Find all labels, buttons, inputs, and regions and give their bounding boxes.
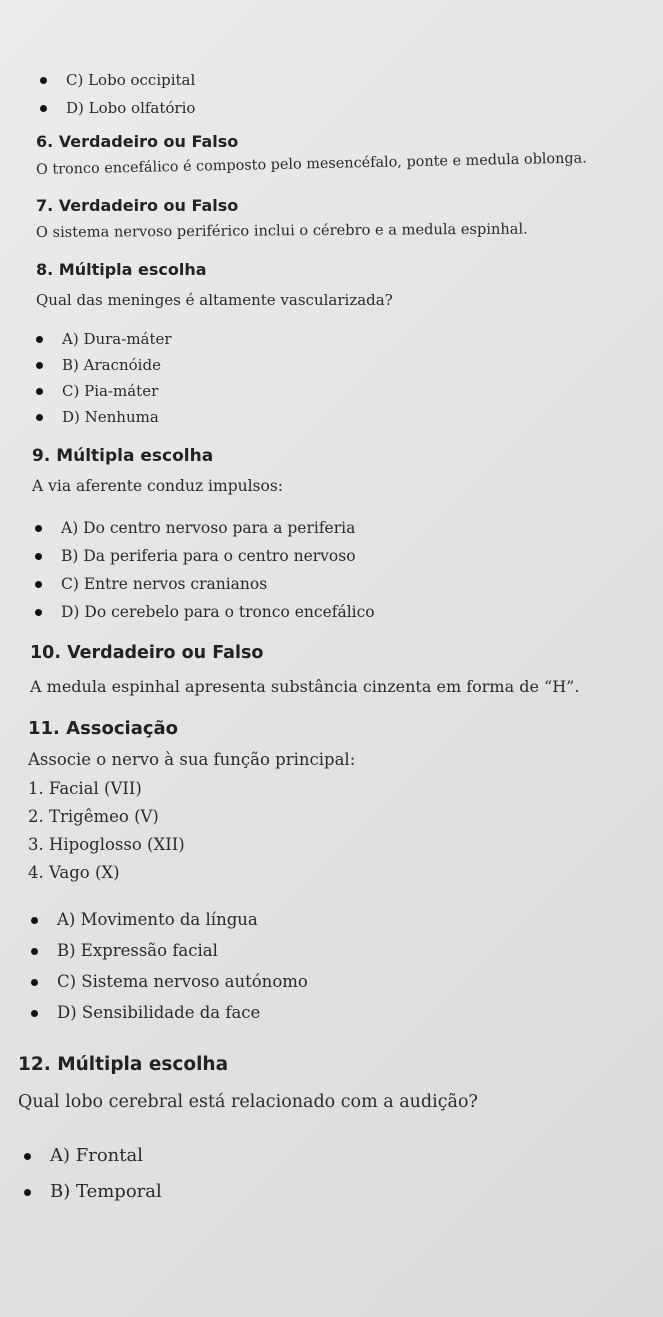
question-6-text: O tronco encefálico é composto pelo mesencéfalo, ponte e medula oblonga. — [35, 150, 587, 178]
option-item: A) Movimento da língua — [31, 904, 308, 935]
question-11-items — [28, 775, 185, 887]
option-item: B) Da periferia para o centro nervoso — [35, 542, 375, 570]
question-11-text: Associe o nervo à sua função principal: — [28, 750, 356, 769]
option-item: B) Expressão facial — [31, 935, 308, 966]
question-7-title: 7. Verdadeiro ou Falso — [36, 196, 239, 215]
question-9-title: 9. Múltipla escolha — [32, 446, 214, 466]
top-options-list — [40, 66, 195, 122]
question-11-title: 11. Associação — [28, 718, 179, 739]
question-8-text: Qual das meninges é altamente vascularizada? — [36, 291, 393, 309]
question-6-title: 6. Verdadeiro ou Falso — [36, 132, 239, 151]
option-item: A) Frontal — [24, 1138, 162, 1174]
option-item: A) Do centro nervoso para a periferia — [35, 514, 375, 542]
numbered-item: 2. Trigêmeo (V) — [28, 807, 159, 826]
option-item: D) Do cerebelo para o tronco encefálico — [35, 598, 375, 626]
option-item: B) Temporal — [24, 1174, 162, 1210]
question-7-text: O sistema nervoso periférico inclui o cérebro e a medula espinhal. — [35, 220, 528, 241]
question-12-title: 12. Múltipla escolha — [18, 1054, 229, 1075]
option-item: C) Lobo occipital — [40, 66, 195, 94]
option-item: C) Pia-máter — [36, 378, 172, 404]
option-item: C) Entre nervos cranianos — [35, 570, 375, 598]
question-12-text: Qual lobo cerebral está relacionado com a audição? — [18, 1092, 478, 1112]
question-9-options — [35, 514, 375, 626]
question-12-options — [24, 1138, 162, 1210]
numbered-item: 4. Vago (X) — [28, 863, 120, 882]
numbered-item: 1. Facial (VII) — [28, 779, 142, 798]
question-10-title: 10. Verdadeiro ou Falso — [30, 643, 264, 663]
option-item: D) Sensibilidade da face — [31, 997, 308, 1028]
question-11-options — [31, 904, 308, 1028]
question-9-text: A via aferente conduz impulsos: — [32, 477, 284, 495]
option-item: D) Lobo olfatório — [40, 94, 195, 122]
option-item: A) Dura-máter — [36, 326, 172, 352]
question-8-options — [36, 326, 172, 430]
option-item: B) Aracnóide — [36, 352, 172, 378]
question-10-text: A medula espinhal apresenta substância cinzenta em forma de “H”. — [30, 677, 580, 696]
question-8-title: 8. Múltipla escolha — [36, 260, 207, 279]
numbered-item: 3. Hipoglosso (XII) — [28, 835, 185, 854]
option-item: C) Sistema nervoso autónomo — [31, 966, 308, 997]
option-item: D) Nenhuma — [36, 404, 172, 430]
